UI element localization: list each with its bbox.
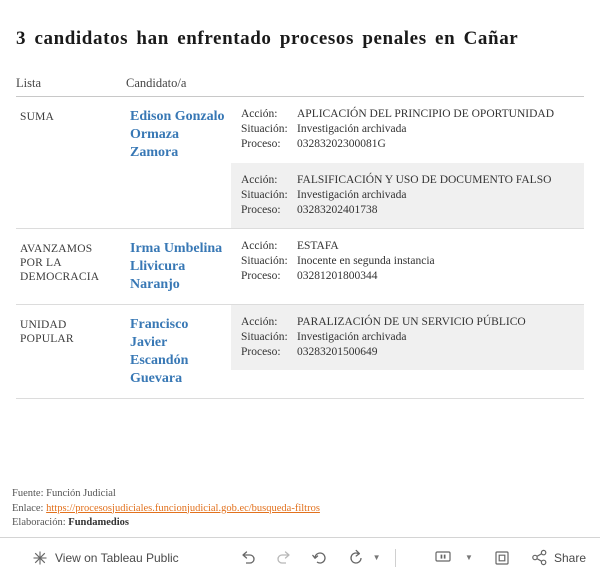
toolbar-right-actions xyxy=(433,547,600,569)
column-header-detalle xyxy=(231,76,584,97)
chevron-down-icon[interactable]: ▼ xyxy=(465,553,473,562)
label-situacion: Situación: xyxy=(241,123,288,135)
value-situacion: Investigación archivada xyxy=(297,123,407,135)
label-situacion: Situación: xyxy=(241,189,288,201)
footer-credits xyxy=(12,487,320,531)
case-field-situacion xyxy=(241,254,576,269)
case-field-accion xyxy=(241,107,576,122)
value-proceso: 03281201800344 xyxy=(297,270,378,282)
case-field-proceso xyxy=(241,269,576,284)
column-header-candidato: Candidato/a xyxy=(126,76,231,97)
case-block xyxy=(231,97,584,162)
redo-icon[interactable] xyxy=(273,547,295,569)
candidate-name-link[interactable]: Edison Gonzalo Ormaza Zamora xyxy=(130,109,225,160)
value-situacion: Investigación archivada xyxy=(297,189,407,201)
case-block xyxy=(231,305,584,370)
cell-lista: AVANZAMOS POR LA DEMOCRACIA xyxy=(16,229,126,305)
footer-fuente xyxy=(12,487,320,502)
toolbar-actions xyxy=(237,547,396,569)
cell-cases xyxy=(231,305,584,399)
cell-candidato[interactable] xyxy=(126,97,231,229)
undo-icon[interactable] xyxy=(237,547,259,569)
case-block xyxy=(231,229,584,294)
label-accion: Acción: xyxy=(241,108,278,120)
value-proceso: 03283201500649 xyxy=(297,346,378,358)
cell-lista: UNIDAD POPULAR xyxy=(16,305,126,399)
case-field-situacion xyxy=(241,122,576,137)
toolbar-divider xyxy=(395,549,396,567)
refresh-icon[interactable] xyxy=(345,547,367,569)
footer-enlace-link[interactable]: https://procesosjudiciales.funcionjudicial.gob.ec/busqueda-filtros xyxy=(46,502,320,514)
case-field-proceso xyxy=(241,345,576,360)
footer-enlace xyxy=(12,502,320,517)
value-situacion: Inocente en segunda instancia xyxy=(297,255,435,267)
tableau-logo-icon xyxy=(32,550,48,566)
share-button[interactable] xyxy=(531,549,586,566)
label-situacion: Situación: xyxy=(241,331,288,343)
candidate-name-link[interactable]: Irma Umbelina Llivicura Naranjo xyxy=(130,241,223,292)
footer-elaboracion xyxy=(12,516,320,531)
footer-fuente-label: Fuente: xyxy=(12,488,44,499)
page-title: 3 candidatos han enfrentado procesos penales en Cañar xyxy=(16,28,519,49)
label-proceso: Proceso: xyxy=(241,138,281,150)
cell-lista: SUMA xyxy=(16,97,126,229)
footer-elaboracion-value: Fundamedios xyxy=(68,517,129,528)
share-icon xyxy=(531,549,548,566)
table-row xyxy=(16,305,584,399)
cell-candidato[interactable] xyxy=(126,229,231,305)
tableau-toolbar xyxy=(0,537,600,577)
value-proceso: 03283202300081G xyxy=(297,138,386,150)
revert-icon[interactable] xyxy=(309,547,331,569)
value-accion: ESTAFA xyxy=(297,240,339,252)
case-field-accion xyxy=(241,239,576,254)
share-label: Share xyxy=(553,550,586,565)
footer-enlace-label: Enlace: xyxy=(12,502,44,514)
value-situacion: Investigación archivada xyxy=(297,331,407,343)
view-on-tableau-public-label: View on Tableau Public xyxy=(55,550,179,565)
value-accion: PARALIZACIÓN DE UN SERVICIO PÚBLICO xyxy=(297,316,526,328)
view-on-tableau-public-button[interactable] xyxy=(0,550,179,566)
value-accion: FALSIFICACIÓN Y USO DE DOCUMENTO FALSO xyxy=(297,174,552,186)
candidates-table xyxy=(16,76,584,399)
label-proceso: Proceso: xyxy=(241,204,281,216)
label-accion: Acción: xyxy=(241,316,278,328)
candidate-name-link[interactable]: Francisco Javier Escandón Guevara xyxy=(130,317,189,386)
label-proceso: Proceso: xyxy=(241,270,281,282)
label-accion: Acción: xyxy=(241,174,278,186)
fullscreen-icon[interactable] xyxy=(491,547,513,569)
cell-candidato[interactable] xyxy=(126,305,231,399)
case-field-accion xyxy=(241,173,576,188)
case-field-situacion xyxy=(241,330,576,345)
footer-elaboracion-label: Elaboración: xyxy=(12,517,66,528)
pause-updates-icon[interactable] xyxy=(433,547,455,569)
case-field-proceso xyxy=(241,137,576,152)
value-accion: APLICACIÓN DEL PRINCIPIO DE OPORTUNIDAD xyxy=(297,108,554,120)
column-header-lista: Lista xyxy=(16,76,126,97)
case-field-situacion xyxy=(241,188,576,203)
label-situacion: Situación: xyxy=(241,255,288,267)
cell-cases xyxy=(231,97,584,229)
table-header-row xyxy=(16,76,584,97)
case-field-accion xyxy=(241,315,576,330)
footer-fuente-value: Función Judicial xyxy=(46,488,116,499)
table-row xyxy=(16,229,584,305)
chevron-down-icon[interactable]: ▼ xyxy=(372,553,381,562)
cell-cases xyxy=(231,229,584,305)
value-proceso: 03283202401738 xyxy=(297,204,378,216)
case-block xyxy=(231,162,584,228)
label-proceso: Proceso: xyxy=(241,346,281,358)
table-row xyxy=(16,97,584,229)
label-accion: Acción: xyxy=(241,240,278,252)
case-field-proceso xyxy=(241,203,576,218)
